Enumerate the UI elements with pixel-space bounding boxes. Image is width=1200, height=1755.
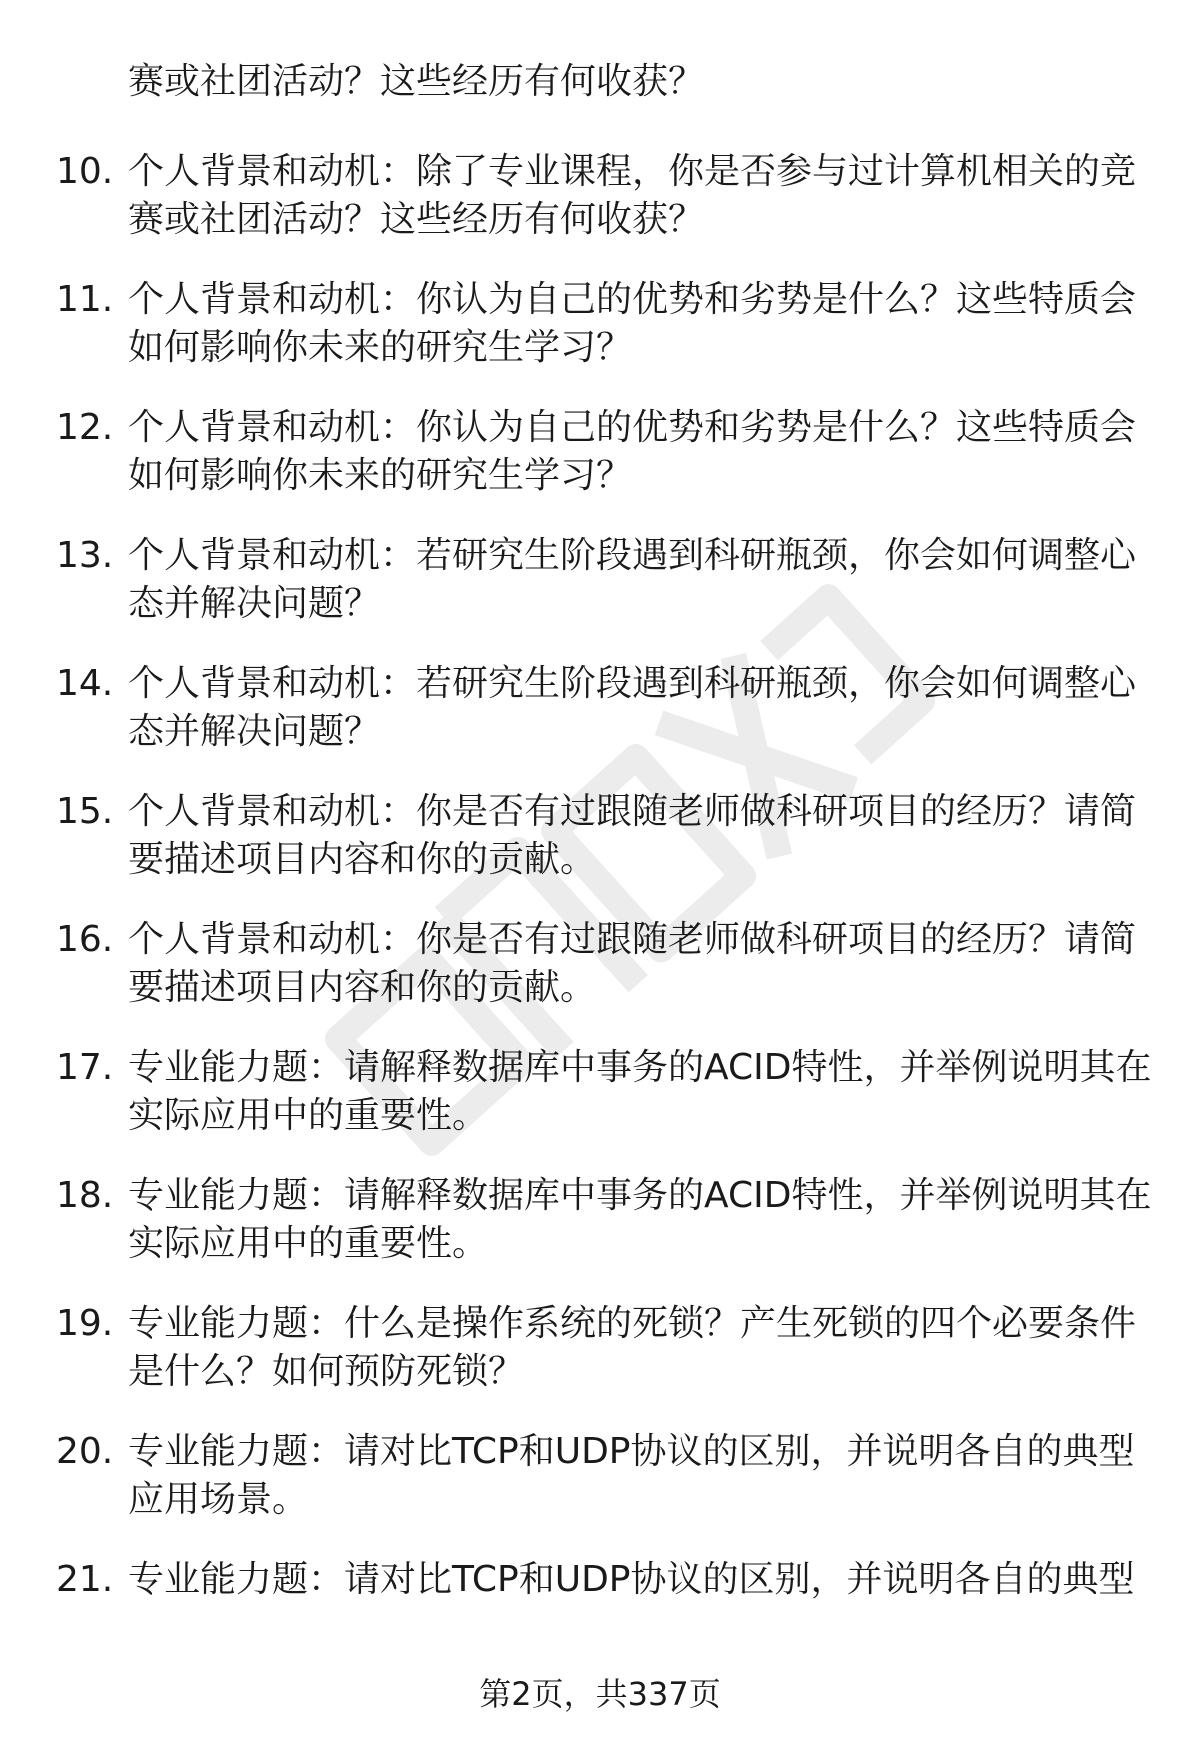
question-number: 18. — [56, 1175, 114, 1216]
question-text: 专业能力题：请对比TCP和UDP协议的区别，并说明各自的典型应用场景。 — [128, 1431, 1135, 1520]
question-number: 10. — [56, 151, 114, 192]
question-item — [0, 520, 1200, 648]
question-item — [0, 392, 1200, 520]
question-text: 个人背景和动机：你是否有过跟随老师做科研项目的经历？请简要描述项目内容和你的贡献。 — [128, 919, 1137, 1008]
question-text: 个人背景和动机：你认为自己的优势和劣势是什么？这些特质会如何影响你未来的研究生学习？ — [128, 279, 1137, 368]
question-item — [0, 136, 1200, 264]
question-list — [0, 136, 1200, 1672]
question-number: 16. — [56, 919, 114, 960]
question-item — [0, 1160, 1200, 1288]
question-number: 11. — [56, 279, 114, 320]
question-number: 13. — [56, 535, 114, 576]
question-text: 专业能力题：请对比TCP和UDP协议的区别，并说明各自的典型 — [128, 1559, 1135, 1600]
question-item — [0, 1416, 1200, 1544]
question-item — [0, 1032, 1200, 1160]
question-number: 12. — [56, 407, 114, 448]
question-text: 专业能力题：什么是操作系统的死锁？产生死锁的四个必要条件是什么？如何预防死锁？ — [128, 1303, 1137, 1392]
question-text: 专业能力题：请解释数据库中事务的ACID特性，并举例说明其在实际应用中的重要性。 — [128, 1047, 1152, 1136]
question-text: 个人背景和动机：若研究生阶段遇到科研瓶颈，你会如何调整心态并解决问题？ — [128, 663, 1137, 752]
question-text: 个人背景和动机：你认为自己的优势和劣势是什么？这些特质会如何影响你未来的研究生学习？ — [128, 407, 1137, 496]
page-footer: 第2页，共337页 — [479, 1675, 721, 1713]
question-text: 个人背景和动机：若研究生阶段遇到科研瓶颈，你会如何调整心态并解决问题？ — [128, 535, 1137, 624]
question-number: 21. — [56, 1559, 114, 1600]
question-number: 15. — [56, 791, 114, 832]
question-item — [0, 1544, 1200, 1672]
question-item — [0, 264, 1200, 392]
question-item — [0, 776, 1200, 904]
question-text: 个人背景和动机：你是否有过跟随老师做科研项目的经历？请简要描述项目内容和你的贡献。 — [128, 791, 1137, 880]
continued-question-text: 赛或社团活动？这些经历有何收获？ — [128, 61, 705, 102]
question-number: 19. — [56, 1303, 114, 1344]
question-number: 14. — [56, 663, 114, 704]
question-text: 个人背景和动机：除了专业课程，你是否参与过计算机相关的竞赛或社团活动？这些经历有何收获？ — [128, 151, 1137, 240]
question-item — [0, 648, 1200, 776]
question-number: 17. — [56, 1047, 114, 1088]
question-number: 20. — [56, 1431, 114, 1472]
question-item — [0, 1288, 1200, 1416]
question-text: 专业能力题：请解释数据库中事务的ACID特性，并举例说明其在实际应用中的重要性。 — [128, 1175, 1152, 1264]
question-item — [0, 904, 1200, 1032]
